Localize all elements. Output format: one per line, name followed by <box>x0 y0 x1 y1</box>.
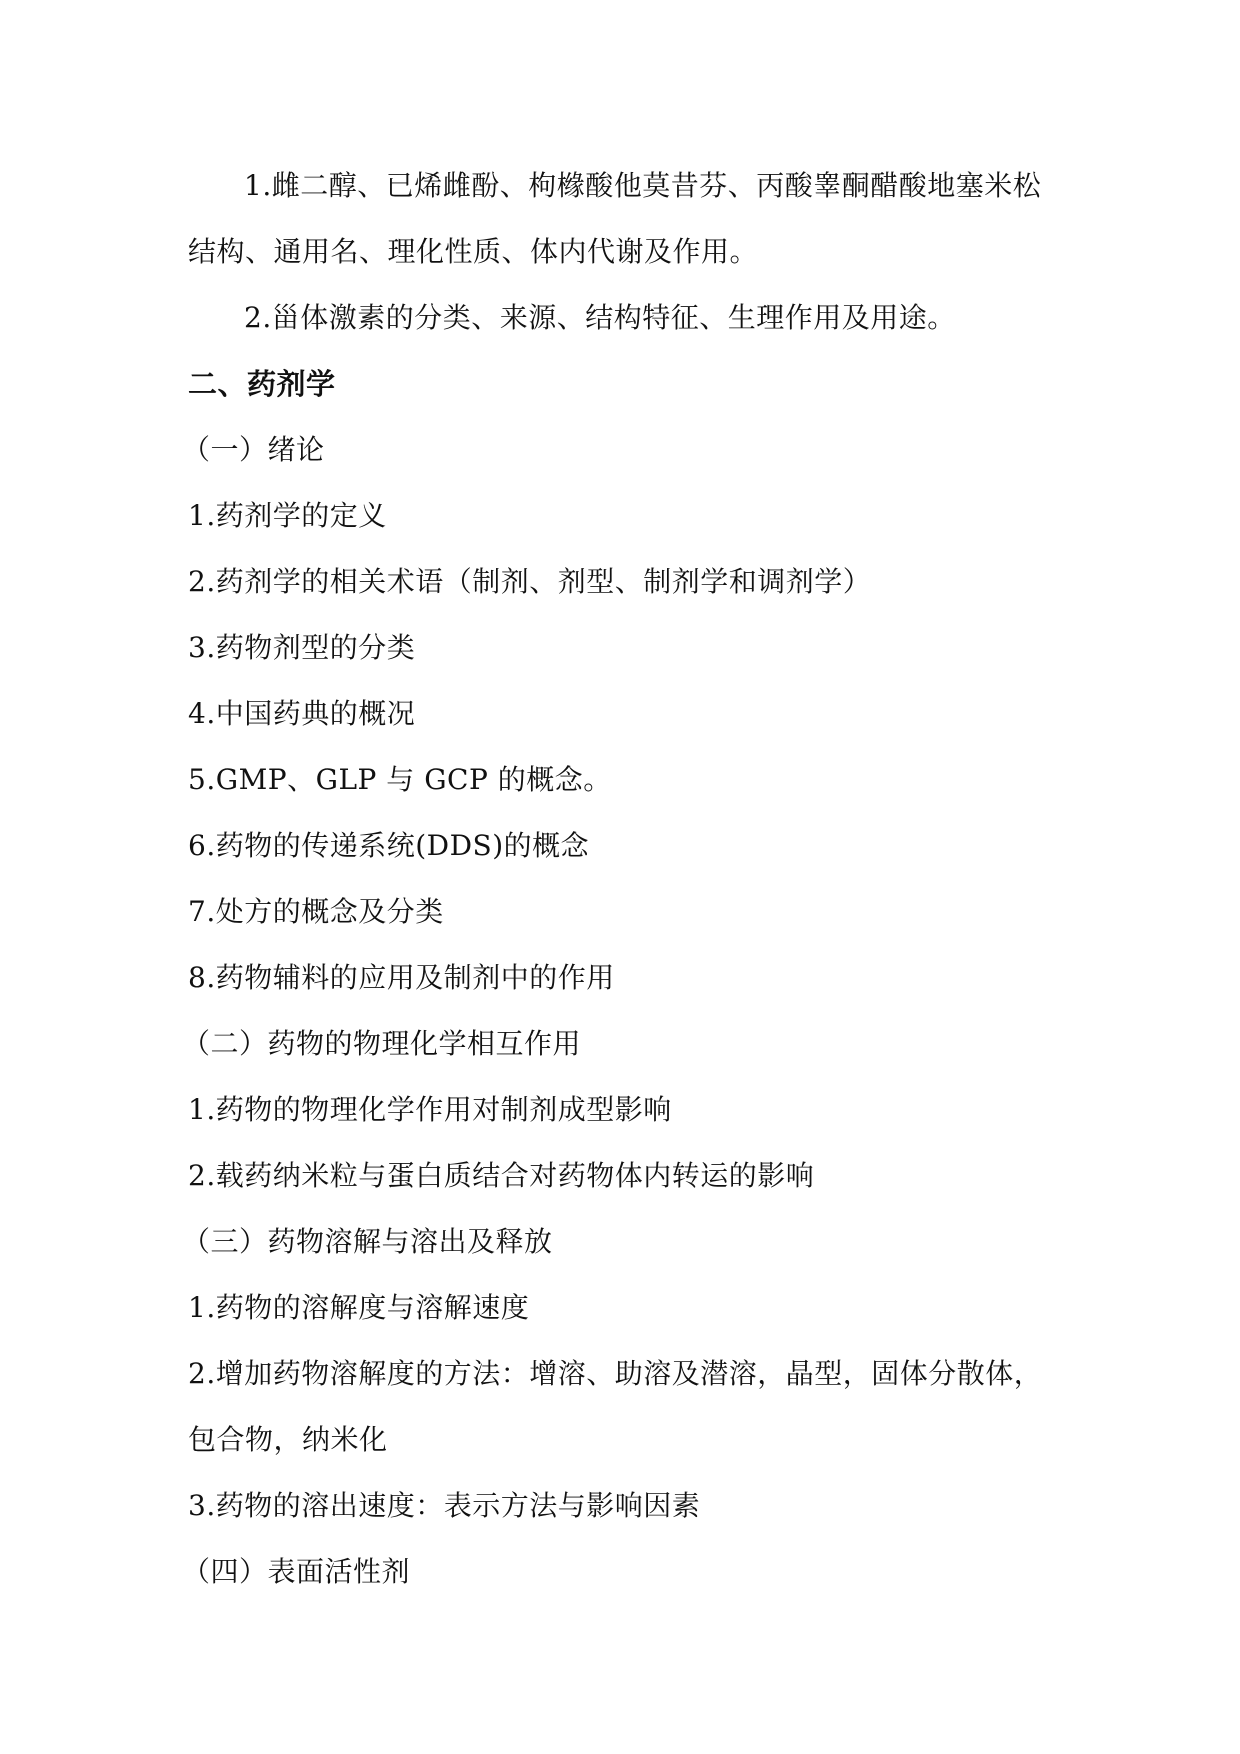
subsection-heading: （二）药物的物理化学相互作用 <box>182 1027 582 1060</box>
subsection-heading: （四）表面活性剂 <box>182 1555 411 1588</box>
text-line: 1.雌二醇、已烯雌酚、枸橼酸他莫昔芬、丙酸睾酮醋酸地塞米松 <box>244 169 1042 202</box>
text-line: 5.GMP、GLP 与 GCP 的概念。 <box>188 763 612 796</box>
subsection-heading: （三）药物溶解与溶出及释放 <box>182 1225 553 1258</box>
text-line: 1.药剂学的定义 <box>188 499 387 532</box>
text-line: 2.药剂学的相关术语（制剂、剂型、制剂学和调剂学） <box>188 565 872 598</box>
text-line: 8.药物辅料的应用及制剂中的作用 <box>188 961 615 994</box>
text-line: 3.药物的溶出速度：表示方法与影响因素 <box>188 1489 701 1522</box>
text-line: 2.载药纳米粒与蛋白质结合对药物体内转运的影响 <box>188 1159 815 1192</box>
text-line: 2.甾体激素的分类、来源、结构特征、生理作用及用途。 <box>244 301 956 334</box>
text-line: 包合物，纳米化 <box>188 1423 388 1456</box>
text-line: 4.中国药典的概况 <box>188 697 416 730</box>
section-heading: 二、药剂学 <box>188 367 336 401</box>
text-line: 2.增加药物溶解度的方法：增溶、助溶及潜溶，晶型，固体分散体， <box>188 1357 1043 1390</box>
text-line: 3.药物剂型的分类 <box>188 631 416 664</box>
subsection-heading: （一）绪论 <box>182 433 325 466</box>
text-line: 7.处方的概念及分类 <box>188 895 444 928</box>
text-line: 结构、通用名、理化性质、体内代谢及作用。 <box>188 235 759 268</box>
text-line: 6.药物的传递系统(DDS)的概念 <box>188 829 590 862</box>
text-line: 1.药物的溶解度与溶解速度 <box>188 1291 530 1324</box>
text-line: 1.药物的物理化学作用对制剂成型影响 <box>188 1093 672 1126</box>
